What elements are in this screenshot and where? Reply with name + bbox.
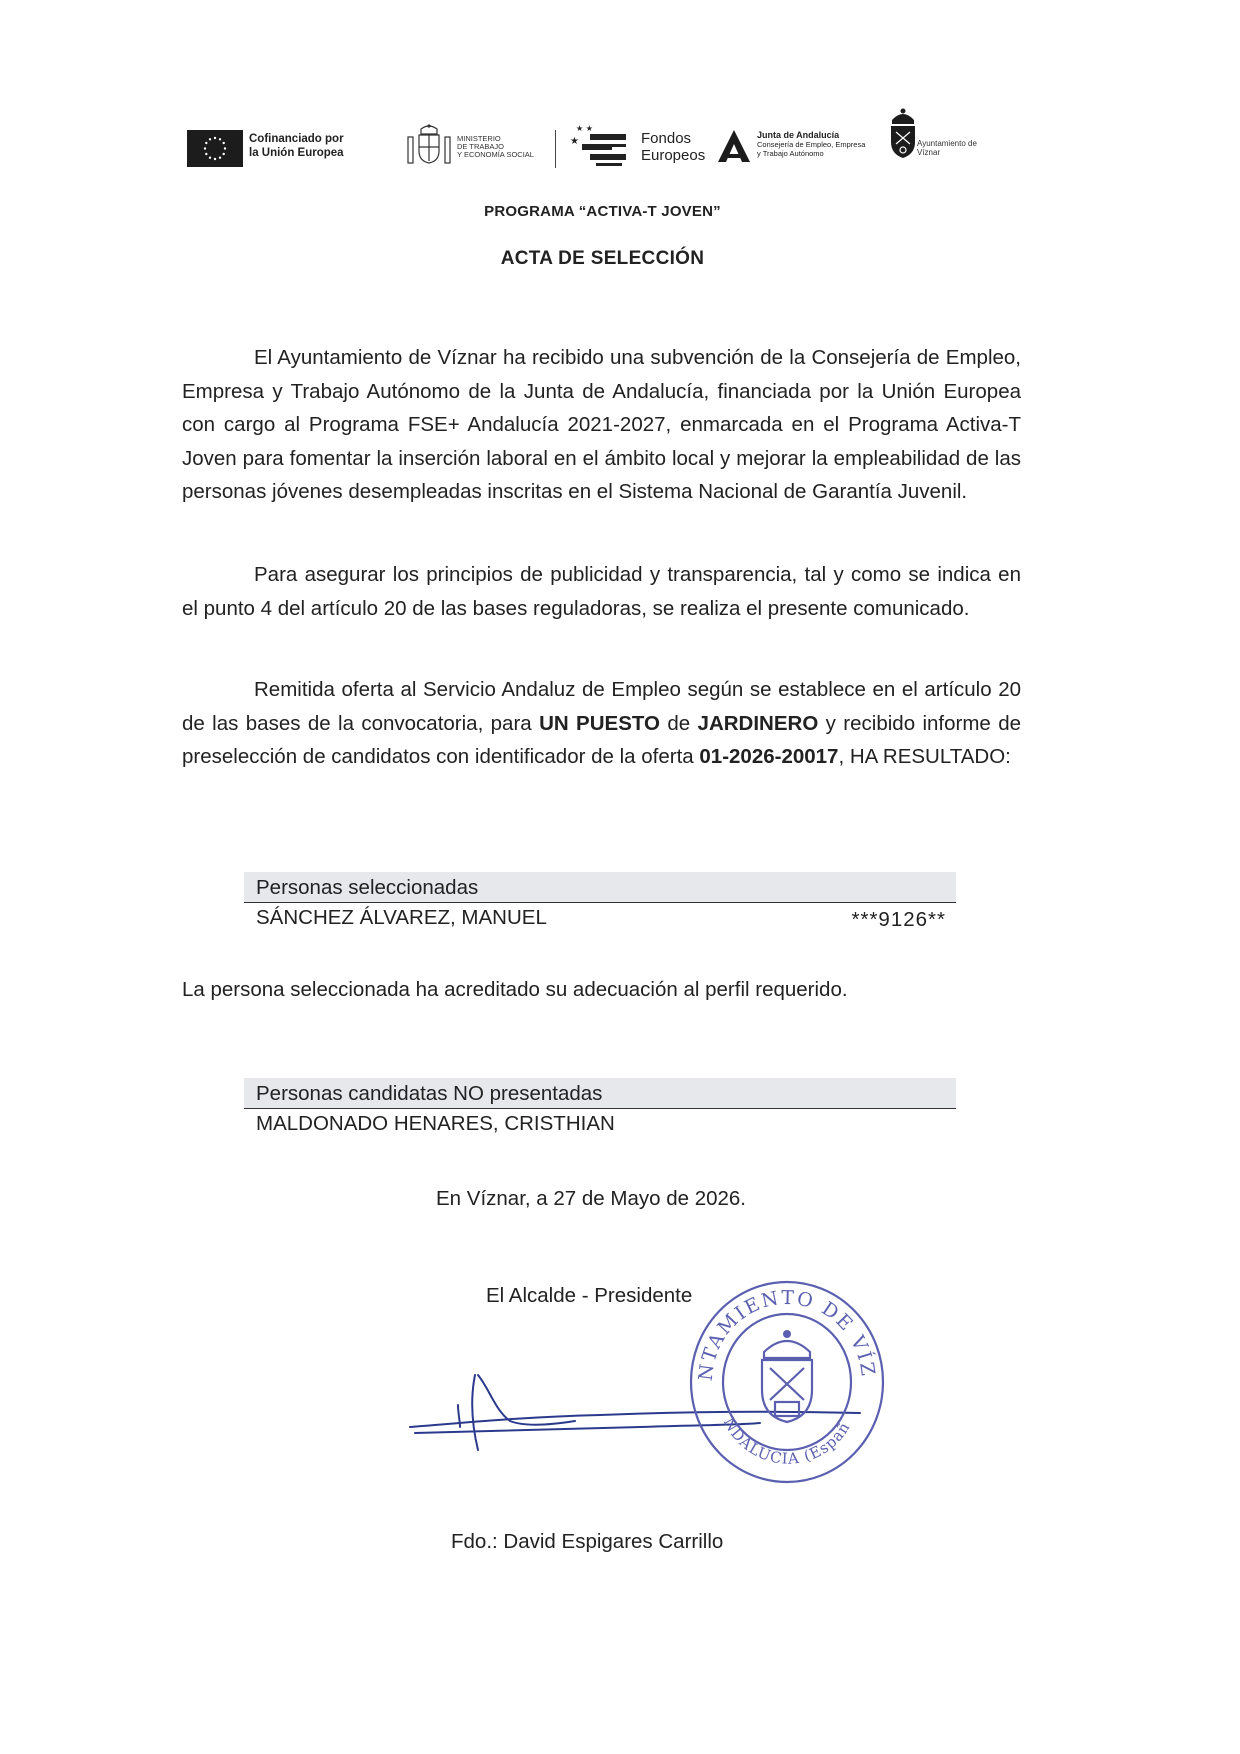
seal-text-bottom: NDALUCIA (Españ — [719, 1414, 854, 1468]
position-count: UN PUESTO — [539, 711, 660, 735]
seal-text-top: NTAMIENTO DE VÍZ — [694, 1286, 880, 1382]
paragraph-subsidy: El Ayuntamiento de Víznar ha recibido una subvención de la Consejería de Empleo, Empresa y Trabajo Autónomo de la Junta de Andalucía, financiada por la Unión Europea con cargo al Programa FSE+ Andalucía 2021-2027, enmarcada en el Programa Activa-T Joven para fomentar la inserción laboral en el ámbito local y mejorar la empleabilidad de las personas jóvenes desempleadas inscritas en el Sistema Nacional de Garantía Juvenil. — [182, 346, 1021, 503]
ayto-line-2: Víznar — [917, 148, 941, 157]
ayto-line-1: Ayuntamiento de — [917, 139, 977, 148]
date-line: En Víznar, a 27 de Mayo de 2026. — [436, 1187, 746, 1210]
position-name: JARDINERO — [697, 711, 819, 735]
ministry-line-3: Y ECONOMÍA SOCIAL — [457, 150, 534, 159]
paragraph-transparency: Para asegurar los principios de publicidad y transparencia, tal y como se indica en el punto 4 del artículo 20 de las bases reguladoras, se realiza el presente comunicado. — [182, 563, 1021, 620]
eu-line-1: Cofinanciado por — [249, 133, 344, 145]
offer-text-3: y recibido informe de preselección de candidatos con identificador de la oferta — [182, 711, 1022, 768]
signer-role: El Alcalde - Presidente — [486, 1284, 693, 1307]
svg-text:★ ★: ★ ★ — [576, 124, 593, 133]
ministry-label — [457, 135, 534, 159]
junta-andalucia-icon — [716, 128, 752, 169]
fondos-europeos-icon — [570, 122, 636, 175]
ministry-line-1: MINISTERIO — [457, 134, 501, 143]
municipal-seal — [682, 1272, 892, 1497]
selected-persons-table — [244, 872, 956, 933]
offer-identifier: 01-2026-20017 — [699, 745, 839, 768]
ministry-line-2: DE TRABAJO — [457, 142, 504, 151]
person-name: SÁNCHEZ ÁLVAREZ, MANUEL — [256, 906, 547, 929]
viznar-coat-of-arms-icon — [888, 108, 918, 165]
offer-text-1: Remitida oferta al Servicio Andaluz de Empleo según se establece en el artículo 20 de las bases de la convocatoria, para — [182, 678, 1021, 735]
svg-text:★: ★ — [570, 136, 579, 147]
offer-text-4: , HA RESULTADO: — [838, 745, 1011, 768]
paragraph-offer — [182, 673, 1021, 774]
not-presented-table — [244, 1078, 956, 1139]
table-header: Personas seleccionadas — [244, 872, 956, 903]
fondos-europeos-label — [641, 130, 705, 164]
fondos-line-1: Fondos — [641, 130, 692, 147]
person-id: ***9126** — [851, 908, 946, 931]
table-row — [244, 1109, 956, 1139]
program-title: PROGRAMA “ACTIVA-T JOVEN” — [484, 203, 721, 220]
offer-text-2: de — [659, 711, 698, 735]
table-row — [244, 903, 956, 933]
junta-line-3: y Trabajo Autónomo — [757, 149, 824, 158]
viznar-label — [917, 139, 977, 157]
table-header: Personas candidatas NO presentadas — [244, 1078, 956, 1109]
junta-andalucia-label — [757, 131, 865, 158]
junta-line-1: Junta de Andalucía — [757, 130, 840, 140]
junta-line-2: Consejería de Empleo, Empresa — [757, 140, 866, 149]
document-title: ACTA DE SELECCIÓN — [500, 248, 705, 269]
eu-line-2: la Unión Europea — [249, 147, 344, 159]
signer-name: Fdo.: David Espigares Carrillo — [451, 1530, 724, 1553]
spain-coat-of-arms-icon — [405, 123, 453, 174]
person-name: MALDONADO HENARES, CRISTHIAN — [256, 1112, 615, 1135]
eu-cofinance-label — [249, 132, 344, 160]
eu-flag-logo — [187, 130, 243, 167]
fondos-line-2: Europeos — [641, 147, 706, 164]
selection-note: La persona seleccionada ha acreditado su adecuación al perfil requerido. — [182, 978, 848, 1001]
logo-separator — [555, 130, 556, 168]
